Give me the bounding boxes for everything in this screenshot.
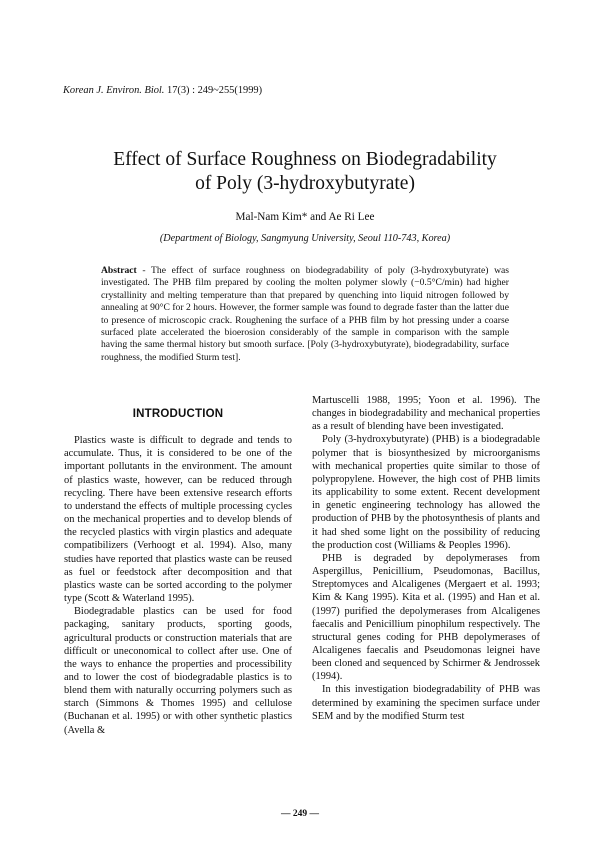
paragraph: Martuscelli 1988, 1995; Yoon et al. 1996). The changes in biodegradability and mechanical properties as a result of blending have been investigated. — [312, 395, 540, 433]
journal-name: Korean J. Environ. Biol. — [63, 85, 165, 96]
section-heading: INTRODUCTION — [132, 408, 224, 420]
abstract-text: - The effect of surface roughness on biodegradability of poly (3-hydroxybutyrate) was investigated. The PHB film prepared by cooling the molten polymer slowly (−0.5°C/min) had higher crystallinity and melting temperature than that prepared by quenching into liquid nitrogen followed by annealing at 90°C for 2 hours. However, the former sample was found to degrade faster than the latter due to presence of microscopic crack. Roughening the surface of a PHB film by hot pressing under a coarse surfaced plate accelerated the bioerosion considerably of the sample in comparison with the sample having the same thermal history but smooth surface. [Poly (3-hydroxybutyrate), biodegradability, surface roughness, the modified Sturm test]. — [101, 265, 509, 363]
paper-title — [60, 148, 550, 196]
title-line-2: of Poly (3-hydroxybutyrate) — [195, 173, 415, 194]
journal-citation — [63, 85, 262, 96]
page-number: — 249 — — [281, 809, 319, 819]
paragraph: Plastics waste is difficult to degrade and tends to accumulate. Thus, it is considered to be one of the important pollutants in the environment. The amount of plastics waste, however, can be reduced through recycling. There have been extensive research efforts to understand the effects of multiple processing cycles on the mechanical properties and to develop blends of the recycled plastics with virgin plastics and adequate compatibilizers (Verhoogt et al. 1994). Also, many studies have reported that plastics waste can be reused as fuel or feedstock after decomposition and that plastics waste can be sorted according to the polymer type (Scott & Waterland 1995). — [64, 435, 292, 605]
right-column — [312, 394, 540, 723]
paragraph: PHB is degraded by depolymerases from Aspergillus, Penicillium, Pseudomonas, Bacillus, Streptomyces and Alcaligenes (Mergaert et al. 1993; Kim & Kang 1995). Kita et al. (1995) and Han et al. (1997) purified the depolymerases from Alcaligenes faecalis and Penicillium pinophilum respectively. The structural genes coding for PHB depolymerases of Alcaligenes faecalis and Pseudomonas leignei have been cloned and sequenced by Schirmer & Jendrossek (1994). — [312, 552, 540, 683]
affiliation: (Department of Biology, Sangmyung University, Seoul 110-743, Korea) — [159, 233, 451, 244]
title-line-1: Effect of Surface Roughness on Biodegradability — [113, 149, 497, 170]
left-column — [64, 388, 292, 737]
journal-volume-pages: 17(3) : 249~255(1999) — [167, 85, 263, 96]
paragraph: In this investigation biodegradability of PHB was determined by examining the specimen surface under SEM and by the modified Sturm test — [312, 684, 540, 722]
abstract-label: Abstract — [101, 265, 137, 276]
abstract — [101, 265, 509, 364]
paragraph: Poly (3-hydroxybutyrate) (PHB) is a biodegradable polymer that is biosynthesized by microorganisms with mechanical properties quite similar to those of polypropylene. However, the high cost of PHB limits its applicability to some extent. Recent development in genetic engineering technology has allowed the production of PHB by the photosynthesis of plants and it had shed some light on the possibility of reducing the production cost (Williams & Peoples 1996). — [312, 434, 541, 551]
paragraph: Biodegradable plastics can be used for food packaging, sanitary products, sporting goods, agricultural products or construction materials that are difficult or uneconomical to collect after use. One of the ways to enhance the properties and processibility and to lower the cost of biodegradable plastics is to blend them with naturally occurring polymers such as starch (Simmons & Thomes 1995) and cellulose (Buchanan et al. 1995) or with other synthetic plastics (Avella & — [64, 606, 292, 736]
authors: Mal-Nam Kim* and Ae Ri Lee — [235, 211, 375, 223]
